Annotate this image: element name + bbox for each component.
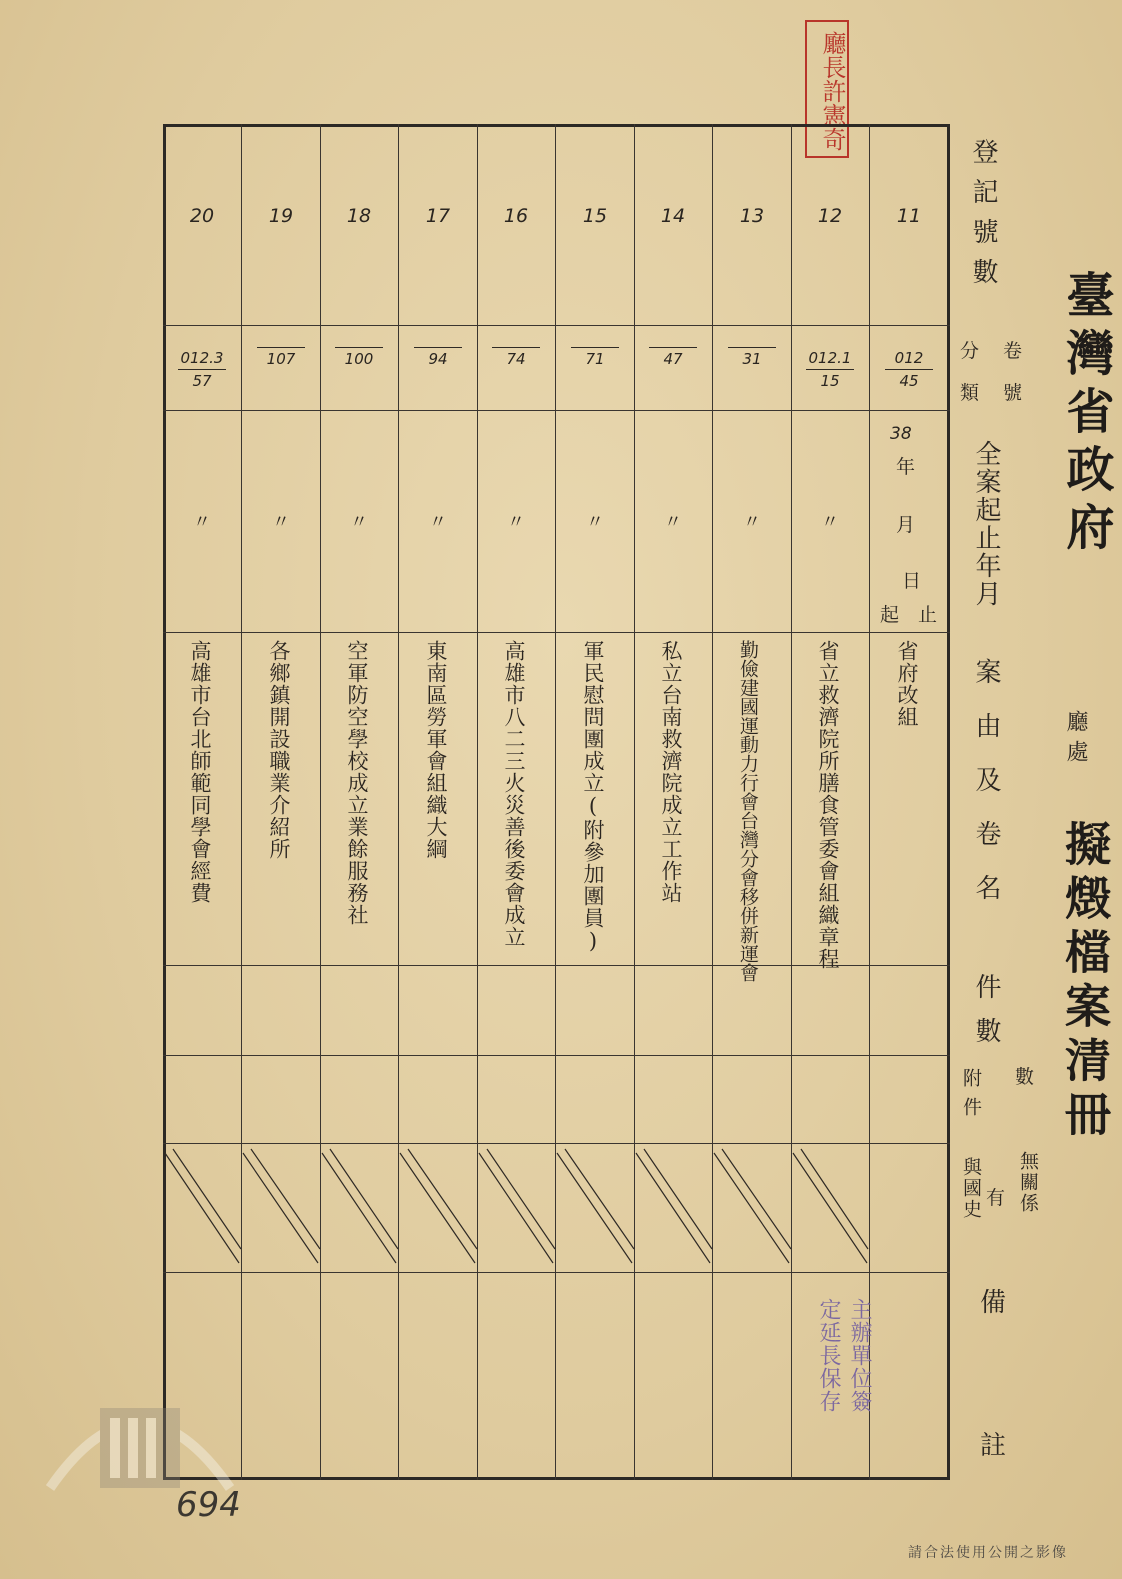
column-divider (712, 124, 713, 1480)
volume-number-cell: 31 (722, 347, 782, 370)
archive-watermark-logo (40, 1378, 240, 1498)
column-divider (477, 124, 478, 1480)
ditto-mark: 〃 (193, 512, 211, 533)
case-title-15: 軍民慰問團成立(附參加團員) (581, 640, 605, 954)
row-divider (163, 325, 950, 326)
page-number: 694 (176, 1485, 241, 1525)
case-title-13: 勤儉建國運動力行會台灣分會移併新運會 (737, 640, 759, 982)
ditto-mark: 〃 (350, 512, 368, 533)
column-divider (398, 124, 399, 1480)
volume-number-cell: 71 (565, 347, 625, 370)
ditto-mark: 〃 (586, 512, 604, 533)
reg-number-20: 20 (189, 205, 215, 227)
header-registration-number: 登記號數 (968, 138, 998, 298)
header-date-range: 全案起止年月 (971, 440, 1001, 608)
volume-number-cell: 47 (643, 347, 703, 370)
office-label: 廳處 (1063, 710, 1088, 770)
row-divider (163, 632, 950, 633)
column-divider (791, 124, 792, 1480)
case-title-20: 高雄市台北師範同學會經費 (188, 640, 212, 904)
header-history-relevance-b: 有 (986, 1187, 1006, 1209)
case-title-18: 空軍防空學校成立業餘服務社 (345, 640, 369, 926)
row-divider (163, 1055, 950, 1056)
column-divider (634, 124, 635, 1480)
document-subtitle: 擬燬檔案清冊 (1058, 820, 1112, 1144)
header-remarks-b: 註 (980, 1431, 1007, 1461)
header-attachment-count-a: 數 (1015, 1066, 1035, 1088)
date-start-label: 起 (880, 604, 900, 626)
header-case-title: 案由及卷名 (971, 658, 1001, 928)
document-main-title: 臺灣省政府 (1058, 270, 1114, 560)
column-divider (320, 124, 321, 1480)
row-divider (163, 410, 950, 411)
column-divider (241, 124, 242, 1480)
reg-number-12: 12 (817, 205, 843, 227)
volume-number-cell: 107 (251, 347, 311, 370)
footer-usage-notice: 請合法使用公開之影像 (908, 1545, 1068, 1561)
case-title-12: 省立救濟院所膳食管委會組織章程 (816, 640, 840, 970)
date-year-label: 年 (896, 456, 916, 478)
column-divider (555, 124, 556, 1480)
volume-number-cell: 012.3 57 (172, 347, 232, 392)
case-title-14: 私立台南救濟院成立工作站 (659, 640, 683, 904)
ditto-mark: 〃 (664, 512, 682, 533)
case-title-17: 東南區勞軍會組織大綱 (424, 640, 448, 860)
header-volume-label-b: 號 (1003, 382, 1023, 404)
header-remarks-a: 備 (980, 1288, 1007, 1318)
header-classification-label-b: 類 (960, 382, 980, 404)
date-year-value: 38 (890, 424, 912, 444)
ditto-mark: 〃 (507, 512, 525, 533)
diagonal-strike-marks (163, 1145, 869, 1270)
reg-number-15: 15 (582, 205, 608, 227)
column-divider (869, 124, 870, 1480)
header-volume-label-a: 卷 (1003, 340, 1023, 362)
volume-number-cell: 74 (486, 347, 546, 370)
date-day-label: 日 (902, 570, 922, 592)
ditto-mark: 〃 (743, 512, 761, 533)
reg-number-13: 13 (739, 205, 765, 227)
volume-number-cell: 100 (329, 347, 389, 370)
ditto-mark: 〃 (429, 512, 447, 533)
reg-number-14: 14 (660, 205, 686, 227)
header-classification-label-a: 分 (960, 340, 980, 362)
official-seal-stamp: 廳長許憲奇 (805, 20, 849, 158)
header-attachment-count-b: 附件 (960, 1068, 982, 1126)
remark-stamp-line-1: 主辦單位簽 (847, 1298, 872, 1413)
ditto-mark: 〃 (272, 512, 290, 533)
reg-number-18: 18 (346, 205, 372, 227)
volume-number-cell: 94 (408, 347, 468, 370)
case-title-19: 各鄉鎮開設職業介紹所 (267, 640, 291, 860)
header-item-count: 件數 (971, 973, 1001, 1061)
volume-number-cell: 012.1 15 (800, 347, 860, 392)
reg-number-11: 11 (896, 205, 922, 227)
header-history-relevance-c: 與國史 (960, 1157, 982, 1220)
date-month-label: 月 (896, 514, 916, 536)
row-divider (163, 1143, 950, 1144)
reg-number-16: 16 (503, 205, 529, 227)
reg-number-17: 17 (425, 205, 451, 227)
case-title-11: 省府改組 (895, 640, 919, 728)
ditto-mark: 〃 (821, 512, 839, 533)
date-end-label: 止 (918, 604, 938, 626)
row-divider (163, 1272, 950, 1273)
case-title-16: 高雄市八二三火災善後委會成立 (502, 640, 526, 948)
remark-stamp-line-2: 定延長保存 (816, 1298, 841, 1413)
header-history-relevance-a: 無關係 (1017, 1151, 1039, 1214)
reg-number-19: 19 (268, 205, 294, 227)
volume-number-cell: 012 45 (879, 347, 939, 392)
